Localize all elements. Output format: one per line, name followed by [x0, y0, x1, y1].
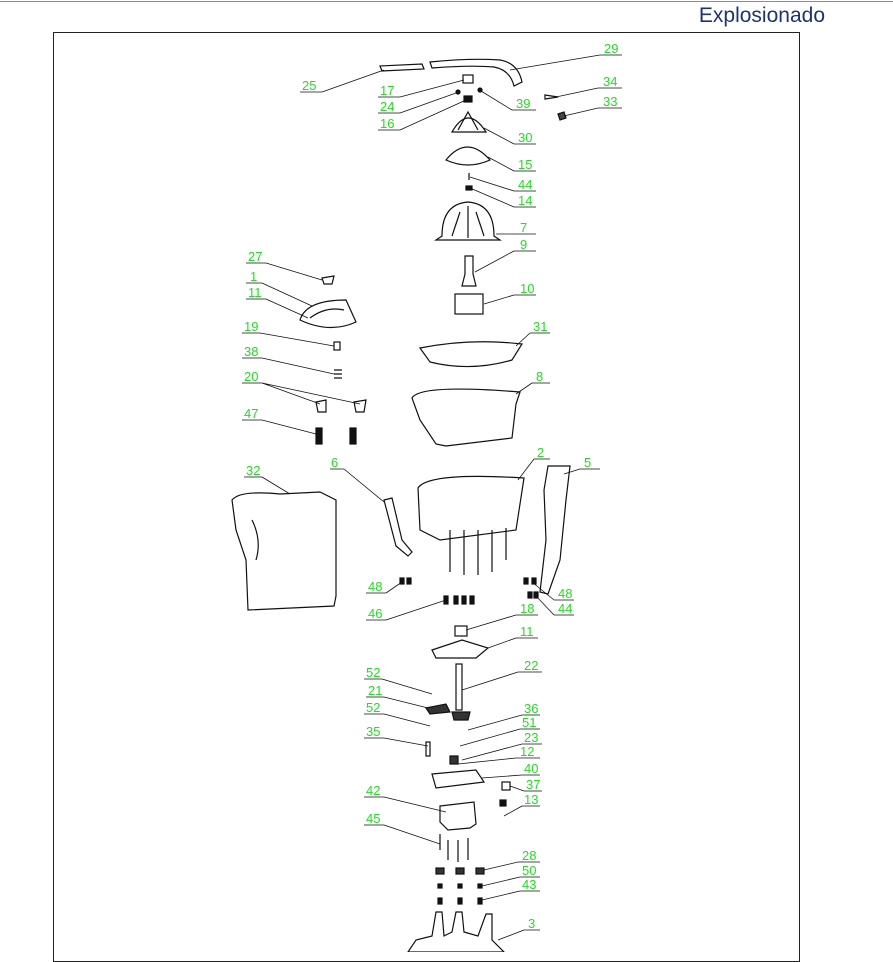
part-21	[426, 704, 450, 714]
callout-label: 34	[603, 74, 618, 89]
part-16	[464, 96, 472, 102]
callout-label: 36	[524, 701, 539, 716]
callout-label: 2	[537, 445, 545, 460]
part-20b	[354, 400, 366, 412]
callout-label: 44	[518, 177, 533, 192]
callout-label: 11	[248, 285, 262, 300]
callout-label: 17	[380, 83, 395, 98]
part-47b	[350, 428, 356, 444]
callout-label: 43	[522, 877, 537, 892]
callout-label: 46	[368, 606, 383, 621]
part-22	[456, 664, 462, 710]
callout-label: 20	[244, 369, 259, 384]
part-2	[418, 476, 524, 540]
callout-label: 1	[250, 269, 258, 284]
callout-label: 32	[246, 463, 261, 478]
part-15	[446, 147, 490, 165]
callout-label: 52	[366, 665, 381, 680]
part-42	[440, 802, 476, 830]
callout-label: 31	[533, 319, 548, 334]
part-5	[540, 466, 570, 594]
part-9	[462, 256, 476, 286]
part-35	[426, 742, 430, 756]
page-title: Explosionado	[698, 4, 825, 27]
callout-label: 29	[604, 41, 619, 56]
callout-label: 33	[603, 94, 618, 109]
part-3	[408, 912, 504, 952]
part-12	[450, 756, 458, 764]
callout-label: 12	[520, 744, 535, 759]
callout-label: 40	[524, 761, 539, 776]
callout-label: 45	[366, 811, 381, 826]
screw-group	[400, 578, 538, 604]
part-18	[455, 626, 467, 636]
callout-label: 15	[518, 157, 533, 172]
part-37	[502, 782, 510, 790]
callout-label: 30	[518, 130, 533, 145]
callout-label: 25	[302, 78, 317, 93]
part-17	[463, 75, 473, 83]
callout-label: 6	[331, 455, 339, 470]
part-11-base	[432, 640, 488, 658]
callout-label: 19	[244, 319, 259, 334]
part-30	[452, 118, 486, 132]
part-14	[466, 186, 472, 190]
part-10	[455, 294, 483, 314]
callout-label: 23	[524, 730, 539, 745]
callout-label: 24	[380, 99, 395, 114]
callout-label: 10	[520, 281, 535, 296]
callout-label: 48	[558, 586, 573, 601]
callout-label: 7	[520, 220, 528, 235]
callout-label: 47	[244, 406, 259, 421]
part-47a	[316, 428, 322, 444]
callout-label: 35	[366, 724, 381, 739]
callout-label: 44	[558, 601, 573, 616]
part-36	[452, 712, 470, 720]
callout-label: 39	[516, 96, 531, 111]
callout-label: 51	[522, 715, 537, 730]
callout-label: 52	[366, 700, 381, 715]
callout-label: 38	[244, 344, 259, 359]
callout-label: 28	[522, 848, 537, 863]
callout-label: 42	[366, 783, 381, 798]
callout-label: 14	[518, 193, 533, 208]
callout-label: 48	[368, 579, 383, 594]
part-31	[420, 342, 522, 367]
callout-label: 9	[520, 237, 528, 252]
part-6	[384, 498, 412, 556]
callout-label: 18	[520, 601, 535, 616]
part-38	[334, 370, 342, 378]
callout-label: 37	[526, 777, 541, 792]
callout-label: 22	[524, 658, 539, 673]
part-25	[380, 64, 424, 71]
part-8	[412, 389, 520, 446]
part-13	[500, 800, 506, 806]
part-27	[322, 276, 334, 284]
callout-label: 5	[584, 455, 592, 470]
part-28c	[476, 868, 484, 874]
callout-label: 11	[520, 624, 534, 639]
callout-label: 27	[248, 249, 263, 264]
part-19	[334, 342, 340, 350]
callout-label: 8	[536, 369, 544, 384]
callout-label: 21	[368, 683, 383, 698]
callout-label: 3	[528, 916, 536, 931]
callout-label: 16	[380, 116, 395, 131]
part-24	[456, 90, 460, 94]
callout-label: 13	[524, 792, 539, 807]
part-28a	[436, 868, 444, 874]
part-32	[232, 492, 336, 610]
part-28b	[456, 868, 464, 874]
part-40	[432, 770, 484, 788]
part-29	[430, 59, 522, 86]
callout-label: 50	[522, 863, 537, 878]
part-20a	[316, 400, 326, 412]
